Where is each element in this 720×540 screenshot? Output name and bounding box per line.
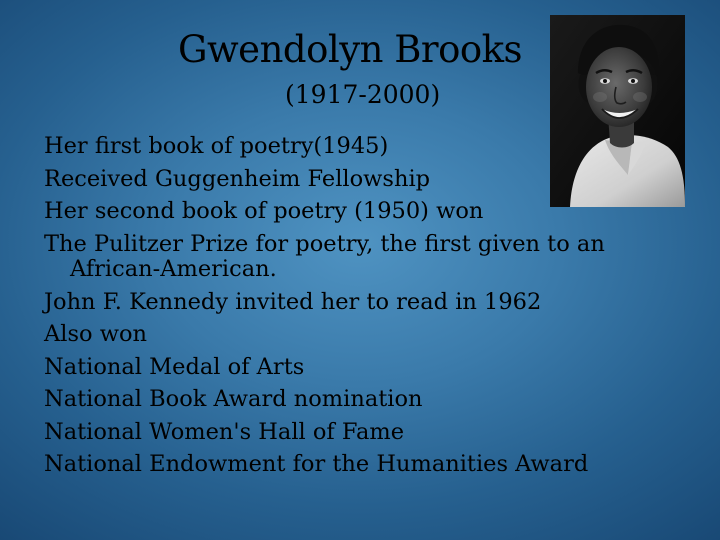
slide-title: Gwendolyn Brooks bbox=[177, 28, 523, 71]
list-item: Received Guggenheim Fellowship bbox=[44, 165, 431, 192]
list-item: Her first book of poetry(1945) bbox=[44, 133, 389, 159]
list-item: National Medal of Arts bbox=[44, 353, 305, 380]
list-item: John F. Kennedy invited her to read in 1962 bbox=[44, 288, 542, 315]
bullet-list bbox=[44, 130, 684, 481]
list-item: National Women's Hall of Fame bbox=[44, 418, 405, 445]
list-item: Her second book of poetry (1950) won bbox=[44, 198, 484, 224]
list-item: National Book Award nomination bbox=[44, 386, 423, 412]
list-item: National Endowment for the Humanities Award bbox=[44, 451, 589, 477]
list-item: Also won bbox=[44, 321, 147, 347]
list-item: The Pulitzer Prize for poetry, the first given to an African-American. bbox=[44, 230, 605, 282]
slide-subtitle: (1917-2000) bbox=[285, 80, 441, 109]
